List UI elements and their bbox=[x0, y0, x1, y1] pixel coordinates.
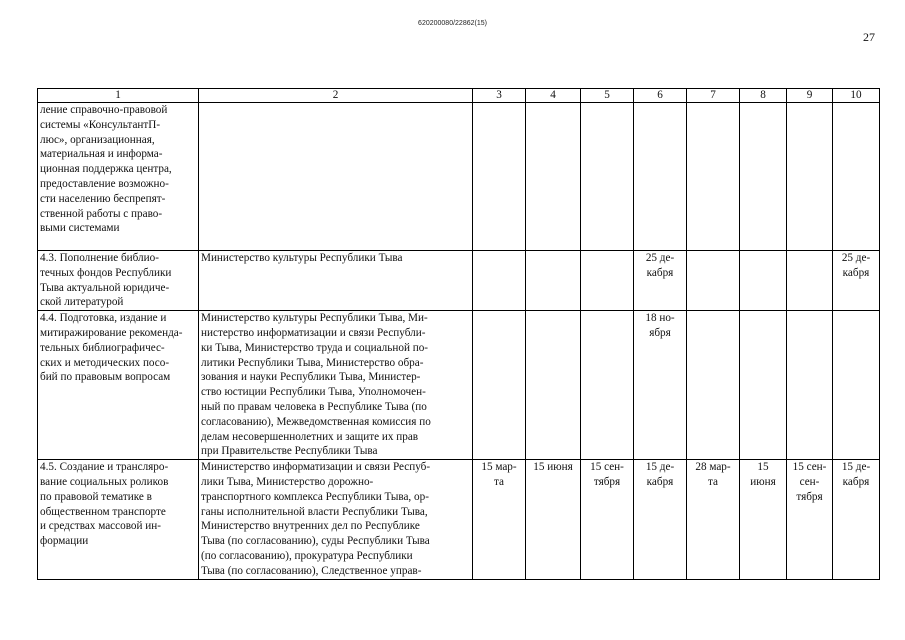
cell-text-line: Тыва актуальной юридиче- bbox=[40, 281, 170, 294]
deadline-cell bbox=[634, 103, 687, 251]
cell-text-line: общественном транспорте bbox=[40, 505, 166, 518]
deadline-cell bbox=[581, 251, 634, 311]
cell-text-line: ганы исполнительной власти Республики Тыва, bbox=[201, 505, 428, 518]
deadline-cell bbox=[526, 460, 581, 580]
deadline-cell bbox=[526, 251, 581, 311]
column-number: 5 bbox=[581, 89, 634, 103]
column-number: 4 bbox=[526, 89, 581, 103]
cell-text-line: литики Республики Тыва, Министерство обра- bbox=[201, 356, 424, 369]
deadline-cell bbox=[634, 460, 687, 580]
deadline-cell bbox=[740, 103, 787, 251]
cell-text-line: митиражирование рекоменда- bbox=[40, 326, 183, 339]
deadline-cell bbox=[473, 103, 526, 251]
cell-text-line: Министерство внутренних дел по Республике bbox=[201, 520, 420, 533]
table-row bbox=[38, 103, 880, 251]
cell-text-line: 4.5. Создание и трансляро- bbox=[40, 461, 169, 474]
cell-text-line: Министерство культуры Республики Тыва bbox=[201, 252, 403, 264]
column-number: 1 bbox=[38, 89, 199, 103]
cell-text-line: делам несовершеннолетних и защите их прав bbox=[201, 430, 419, 443]
cell-text-line: тября bbox=[796, 490, 823, 503]
deadline-cell bbox=[581, 460, 634, 580]
deadline-cell bbox=[787, 460, 833, 580]
cell-text-line: материальная и информа- bbox=[40, 148, 163, 161]
cell-text-line: ки Тыва, Министерство труда и социальной по- bbox=[201, 341, 429, 354]
executors-cell bbox=[199, 103, 473, 251]
deadline-cell bbox=[833, 251, 880, 311]
cell-text-line: (по согласованию), прокуратура Республики bbox=[201, 549, 413, 562]
deadline-cell bbox=[687, 103, 740, 251]
deadline-cell bbox=[740, 251, 787, 311]
cell-text-line: Тыва (по согласованию), Следственное управ- bbox=[201, 564, 422, 577]
cell-text-line: Министерство культуры Республики Тыва, Ми- bbox=[201, 312, 428, 325]
cell-text-line: ских и методических посо- bbox=[40, 356, 170, 369]
column-number: 7 bbox=[687, 89, 740, 103]
cell-text-line: 15 де- bbox=[841, 461, 871, 474]
cell-text-line: Министерство информатизации и связи Респуб- bbox=[201, 461, 431, 474]
activity-cell bbox=[38, 460, 199, 580]
deadline-cell bbox=[687, 460, 740, 580]
cell-text-line: 28 мар- bbox=[695, 461, 731, 474]
deadline-cell bbox=[833, 311, 880, 460]
deadline-cell bbox=[581, 311, 634, 460]
deadline-cell bbox=[526, 103, 581, 251]
cell-text-line: согласованию), Межведомственная комиссия по bbox=[201, 415, 431, 428]
cell-text-line: ской литературой bbox=[40, 296, 124, 309]
cell-text-line: кабря bbox=[646, 475, 674, 488]
cell-text-line: та bbox=[494, 475, 504, 488]
activity-cell bbox=[38, 251, 199, 311]
cell-text-line: предоставление возможно- bbox=[40, 177, 169, 190]
activity-cell bbox=[38, 311, 199, 460]
cell-text-line: вание социальных роликов bbox=[40, 475, 169, 488]
column-number: 9 bbox=[787, 89, 833, 103]
cell-text-line: транспортного комплекса Республики Тыва, ор- bbox=[201, 490, 429, 503]
cell-text-line: 15 де- bbox=[645, 461, 675, 474]
cell-text-line: тельных библиографичес- bbox=[40, 341, 165, 354]
plan-table bbox=[37, 88, 880, 580]
table-row bbox=[38, 311, 880, 460]
column-number: 10 bbox=[833, 89, 880, 103]
deadline-cell bbox=[833, 460, 880, 580]
table-row bbox=[38, 460, 880, 580]
cell-text-line: нистерство информатизации и связи Республи- bbox=[201, 326, 426, 339]
cell-text-line: течных фондов Республики bbox=[40, 266, 172, 279]
deadline-cell bbox=[687, 251, 740, 311]
column-number: 3 bbox=[473, 89, 526, 103]
cell-text-line: 15 мар- bbox=[481, 461, 517, 474]
cell-text-line: тября bbox=[593, 475, 621, 488]
deadline-cell bbox=[787, 311, 833, 460]
deadline-cell bbox=[581, 103, 634, 251]
cell-text-line: сти населению беспрепят- bbox=[40, 192, 166, 205]
cell-text-line: 4.4. Подготовка, издание и bbox=[40, 312, 167, 325]
cell-text-line: бий по правовым вопросам bbox=[40, 371, 171, 384]
cell-text-line: та bbox=[708, 475, 718, 488]
deadline-cell bbox=[740, 311, 787, 460]
cell-text-line: 4.3. Пополнение библио- bbox=[40, 252, 159, 264]
cell-text-line: ственной работы с право- bbox=[40, 207, 163, 220]
cell-text-line: 18 но- bbox=[645, 312, 675, 325]
cell-text-line: системы «КонсультантП- bbox=[40, 118, 161, 131]
executors-cell bbox=[199, 311, 473, 460]
cell-text-line: кабря bbox=[842, 266, 870, 279]
column-number: 6 bbox=[634, 89, 687, 103]
cell-text-line: ный по правам человека в Республике Тыва (по bbox=[201, 400, 427, 413]
deadline-cell bbox=[687, 311, 740, 460]
cell-text-line: кабря bbox=[842, 475, 870, 488]
cell-text-line: ября bbox=[649, 326, 671, 339]
cell-text-line: и средствах массовой ин- bbox=[40, 520, 161, 533]
cell-text-line: лики Тыва, Министерство дорожно- bbox=[201, 475, 374, 488]
cell-text-line: при Правительстве Республики Тыва bbox=[201, 445, 378, 458]
cell-text-line: сен- bbox=[799, 475, 820, 488]
cell-text-line: кабря bbox=[646, 266, 674, 279]
page-number: 27 bbox=[863, 30, 875, 44]
cell-text-line: 15 июня bbox=[533, 461, 573, 474]
cell-text-line: выми системами bbox=[40, 222, 120, 235]
column-number: 2 bbox=[199, 89, 473, 103]
cell-text-line: ство юстиции Республики Тыва, Уполномочен- bbox=[201, 386, 426, 399]
executors-cell bbox=[199, 460, 473, 580]
cell-text-line: ционная поддержка центра, bbox=[40, 163, 172, 176]
deadline-cell bbox=[833, 103, 880, 251]
cell-text-line: по правовой тематике в bbox=[40, 490, 152, 503]
cell-text-line: Тыва (по согласованию), суды Республики Тыва bbox=[201, 535, 430, 548]
activity-cell bbox=[38, 103, 199, 251]
cell-text-line: 25 де- bbox=[645, 252, 675, 264]
deadline-cell bbox=[473, 311, 526, 460]
column-number-row bbox=[38, 89, 880, 103]
deadline-cell bbox=[473, 251, 526, 311]
deadline-cell bbox=[526, 311, 581, 460]
executors-cell bbox=[199, 251, 473, 311]
column-number: 8 bbox=[740, 89, 787, 103]
document-registration-number: 620200080/22862(15) bbox=[418, 20, 487, 27]
deadline-cell bbox=[740, 460, 787, 580]
deadline-cell bbox=[787, 251, 833, 311]
deadline-cell bbox=[634, 311, 687, 460]
cell-text-line: люс», организационная, bbox=[40, 133, 155, 146]
deadline-cell bbox=[634, 251, 687, 311]
deadline-cell bbox=[787, 103, 833, 251]
cell-text-line: 25 де- bbox=[841, 252, 871, 264]
deadline-cell bbox=[473, 460, 526, 580]
cell-text-line: зования и науки Республики Тыва, Министер- bbox=[201, 371, 421, 384]
cell-text-line: 15 сен- bbox=[792, 461, 827, 474]
cell-text-line: ление справочно-правовой bbox=[40, 104, 168, 116]
cell-text-line: 15 сен- bbox=[590, 461, 624, 474]
cell-text-line: июня bbox=[750, 475, 776, 488]
cell-text-line: формации bbox=[40, 535, 89, 548]
cell-text-line: 15 bbox=[757, 461, 769, 474]
table-row bbox=[38, 251, 880, 311]
